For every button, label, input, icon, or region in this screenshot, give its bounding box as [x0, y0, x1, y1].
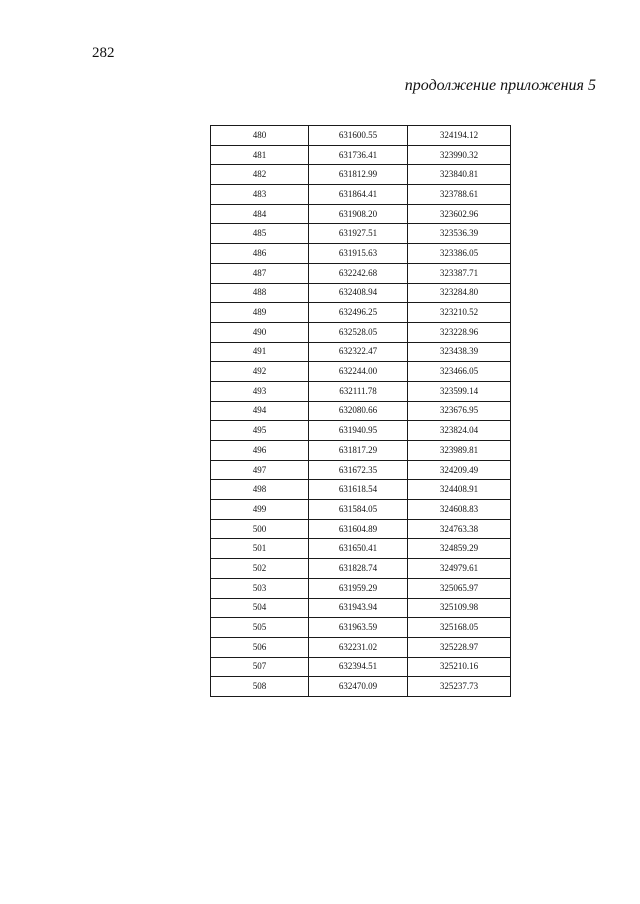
table-row [211, 460, 511, 480]
y-coordinate-cell: 323989.81 [408, 441, 511, 461]
point-number-cell: 496 [211, 441, 309, 461]
y-coordinate-cell: 325228.97 [408, 637, 511, 657]
page-number: 282 [92, 45, 115, 61]
x-coordinate-cell: 631812.99 [309, 165, 408, 185]
table-row [211, 500, 511, 520]
x-coordinate-cell: 632394.51 [309, 657, 408, 677]
point-number-cell: 484 [211, 204, 309, 224]
table-row [211, 263, 511, 283]
x-coordinate-cell: 632111.78 [309, 381, 408, 401]
y-coordinate-cell: 324209.49 [408, 460, 511, 480]
y-coordinate-cell: 323990.32 [408, 145, 511, 165]
y-coordinate-cell: 323438.39 [408, 342, 511, 362]
y-coordinate-cell: 323210.52 [408, 303, 511, 323]
y-coordinate-cell: 325168.05 [408, 618, 511, 638]
y-coordinate-cell: 324194.12 [408, 126, 511, 146]
point-number-cell: 487 [211, 263, 309, 283]
table-row [211, 618, 511, 638]
table-row [211, 539, 511, 559]
coordinates-table-body [211, 126, 511, 697]
x-coordinate-cell: 631915.63 [309, 244, 408, 264]
continuation-label: продолжение приложения 5 [404, 77, 596, 94]
x-coordinate-cell: 631864.41 [309, 185, 408, 205]
x-coordinate-cell: 631963.59 [309, 618, 408, 638]
point-number-cell: 505 [211, 618, 309, 638]
y-coordinate-cell: 323228.96 [408, 322, 511, 342]
y-coordinate-cell: 323602.96 [408, 204, 511, 224]
table-row [211, 578, 511, 598]
x-coordinate-cell: 631828.74 [309, 559, 408, 579]
point-number-cell: 495 [211, 421, 309, 441]
y-coordinate-cell: 323840.81 [408, 165, 511, 185]
table-row [211, 185, 511, 205]
point-number-cell: 482 [211, 165, 309, 185]
point-number-cell: 490 [211, 322, 309, 342]
y-coordinate-cell: 324859.29 [408, 539, 511, 559]
y-coordinate-cell: 323788.61 [408, 185, 511, 205]
table-row [211, 342, 511, 362]
point-number-cell: 483 [211, 185, 309, 205]
point-number-cell: 499 [211, 500, 309, 520]
coordinates-table [210, 125, 511, 697]
point-number-cell: 493 [211, 381, 309, 401]
y-coordinate-cell: 323284.80 [408, 283, 511, 303]
point-number-cell: 506 [211, 637, 309, 657]
y-coordinate-cell: 325210.16 [408, 657, 511, 677]
table-row [211, 519, 511, 539]
x-coordinate-cell: 632080.66 [309, 401, 408, 421]
point-number-cell: 492 [211, 362, 309, 382]
table-row [211, 244, 511, 264]
point-number-cell: 501 [211, 539, 309, 559]
point-number-cell: 497 [211, 460, 309, 480]
x-coordinate-cell: 631940.95 [309, 421, 408, 441]
table-row [211, 657, 511, 677]
point-number-cell: 485 [211, 224, 309, 244]
table-row [211, 677, 511, 697]
table-row [211, 165, 511, 185]
x-coordinate-cell: 631618.54 [309, 480, 408, 500]
y-coordinate-cell: 323824.04 [408, 421, 511, 441]
y-coordinate-cell: 324408.91 [408, 480, 511, 500]
x-coordinate-cell: 632496.25 [309, 303, 408, 323]
x-coordinate-cell: 632242.68 [309, 263, 408, 283]
x-coordinate-cell: 631927.51 [309, 224, 408, 244]
table-row [211, 381, 511, 401]
x-coordinate-cell: 631584.05 [309, 500, 408, 520]
y-coordinate-cell: 323676.95 [408, 401, 511, 421]
table-row [211, 204, 511, 224]
point-number-cell: 489 [211, 303, 309, 323]
point-number-cell: 503 [211, 578, 309, 598]
x-coordinate-cell: 631650.41 [309, 539, 408, 559]
table-row [211, 303, 511, 323]
x-coordinate-cell: 631672.35 [309, 460, 408, 480]
point-number-cell: 486 [211, 244, 309, 264]
x-coordinate-cell: 632408.94 [309, 283, 408, 303]
point-number-cell: 480 [211, 126, 309, 146]
x-coordinate-cell: 631908.20 [309, 204, 408, 224]
point-number-cell: 498 [211, 480, 309, 500]
table-row [211, 145, 511, 165]
table-row [211, 283, 511, 303]
x-coordinate-cell: 632244.00 [309, 362, 408, 382]
table-row [211, 421, 511, 441]
x-coordinate-cell: 631943.94 [309, 598, 408, 618]
y-coordinate-cell: 323466.05 [408, 362, 511, 382]
y-coordinate-cell: 323386.05 [408, 244, 511, 264]
y-coordinate-cell: 324763.38 [408, 519, 511, 539]
x-coordinate-cell: 632231.02 [309, 637, 408, 657]
x-coordinate-cell: 632322.47 [309, 342, 408, 362]
x-coordinate-cell: 631817.29 [309, 441, 408, 461]
x-coordinate-cell: 631959.29 [309, 578, 408, 598]
table-row [211, 637, 511, 657]
point-number-cell: 481 [211, 145, 309, 165]
y-coordinate-cell: 323536.39 [408, 224, 511, 244]
y-coordinate-cell: 324979.61 [408, 559, 511, 579]
point-number-cell: 500 [211, 519, 309, 539]
table-row [211, 126, 511, 146]
y-coordinate-cell: 324608.83 [408, 500, 511, 520]
table-row [211, 322, 511, 342]
point-number-cell: 508 [211, 677, 309, 697]
table-row [211, 362, 511, 382]
x-coordinate-cell: 631600.55 [309, 126, 408, 146]
point-number-cell: 488 [211, 283, 309, 303]
point-number-cell: 491 [211, 342, 309, 362]
x-coordinate-cell: 632528.05 [309, 322, 408, 342]
table-row [211, 598, 511, 618]
point-number-cell: 494 [211, 401, 309, 421]
x-coordinate-cell: 631736.41 [309, 145, 408, 165]
table-row [211, 559, 511, 579]
y-coordinate-cell: 325237.73 [408, 677, 511, 697]
table-row [211, 224, 511, 244]
x-coordinate-cell: 632470.09 [309, 677, 408, 697]
table-row [211, 480, 511, 500]
table-row [211, 441, 511, 461]
y-coordinate-cell: 323387.71 [408, 263, 511, 283]
table-row [211, 401, 511, 421]
point-number-cell: 502 [211, 559, 309, 579]
y-coordinate-cell: 323599.14 [408, 381, 511, 401]
point-number-cell: 504 [211, 598, 309, 618]
y-coordinate-cell: 325109.98 [408, 598, 511, 618]
y-coordinate-cell: 325065.97 [408, 578, 511, 598]
point-number-cell: 507 [211, 657, 309, 677]
x-coordinate-cell: 631604.89 [309, 519, 408, 539]
